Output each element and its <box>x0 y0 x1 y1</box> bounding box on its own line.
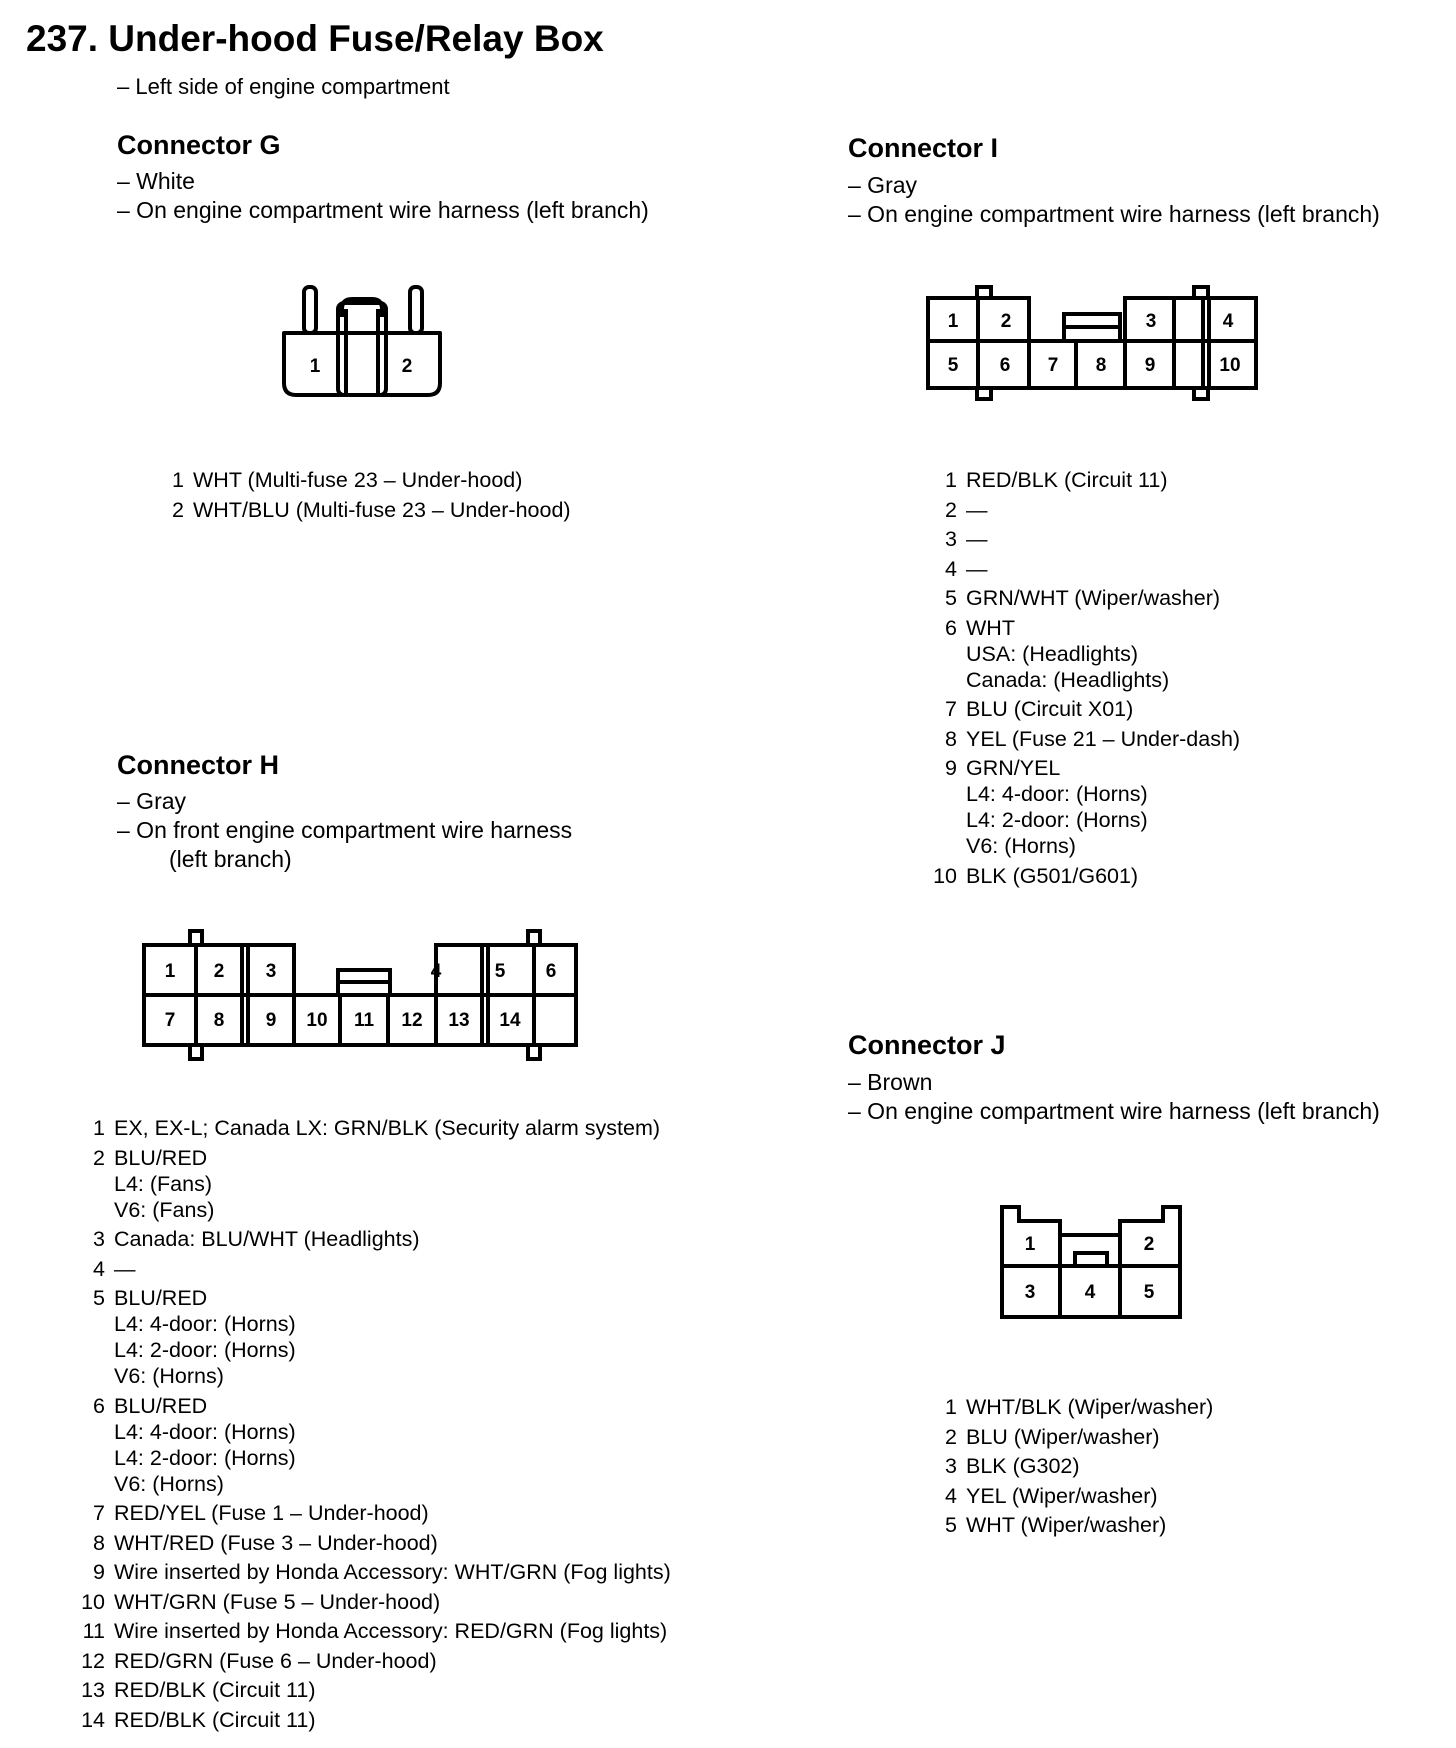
connector-g-cavity-1: 1 <box>309 356 321 377</box>
connector-h-pin-2 <box>78 1145 671 1223</box>
connector-g-notes <box>117 167 649 225</box>
connector-i-color: – Gray <box>848 172 918 198</box>
pin-number: 11 <box>82 1619 105 1643</box>
connector-h-pin-11 <box>78 1618 671 1644</box>
pin-number: 2 <box>172 497 184 522</box>
connector-i-pin-2 <box>932 497 1240 523</box>
connector-j-pin-2 <box>932 1424 1213 1450</box>
connector-j-notes <box>848 1068 1380 1126</box>
pin-description: BLK (G302) <box>966 1454 1080 1478</box>
connector-i-pin-8 <box>932 726 1240 752</box>
pin-number: 3 <box>93 1227 105 1251</box>
connector-i-cavity-10: 10 <box>1219 355 1241 376</box>
connector-h-pin-1 <box>78 1115 671 1141</box>
connector-g-terminal-left <box>304 287 316 333</box>
connector-j-pin-1 <box>932 1394 1213 1420</box>
connector-h-pin-13 <box>78 1677 671 1703</box>
pin-number: 3 <box>945 527 957 551</box>
pin-description: RED/BLK (Circuit 11) <box>114 1678 316 1702</box>
connector-j-title: Connector J <box>848 1030 1006 1060</box>
connector-h-cavity-5: 5 <box>494 961 506 982</box>
connector-g-title: Connector G <box>117 130 281 160</box>
connector-h-cavity-13: 13 <box>448 1010 470 1031</box>
pin-variant: L4: (Fans) <box>114 1171 212 1196</box>
connector-h-cavity-7: 7 <box>164 1010 176 1031</box>
pin-variant: L4: 2-door: (Horns) <box>114 1445 296 1470</box>
connector-i-location: – On engine compartment wire harness (left branch) <box>848 201 1380 227</box>
connector-h-pin-7 <box>78 1500 671 1526</box>
connector-g-cavity-2: 2 <box>401 356 413 377</box>
pin-variant: L4: 2-door: (Horns) <box>966 808 1148 832</box>
pin-number: 8 <box>93 1530 105 1555</box>
connector-i-pin-9 <box>932 755 1240 859</box>
connector-i-cavity-3: 3 <box>1145 311 1157 332</box>
connector-h-cavity-2: 2 <box>213 961 225 982</box>
pin-description: BLU (Circuit X01) <box>966 697 1134 721</box>
pin-description: EX, EX-L; Canada LX: GRN/BLK (Security alarm system) <box>114 1116 661 1140</box>
connector-h-cavity-14: 14 <box>499 1010 521 1031</box>
pin-description: RED/GRN (Fuse 6 – Under-hood) <box>114 1648 437 1673</box>
connector-h-tab-top-left <box>190 931 202 945</box>
connector-h-color: – Gray <box>117 788 187 814</box>
pin-number: 1 <box>93 1116 105 1140</box>
pin-number: 4 <box>93 1256 105 1281</box>
pin-number: 4 <box>945 1483 957 1508</box>
pin-number: 13 <box>81 1678 105 1702</box>
connector-h-tab-bottom-left <box>190 1045 202 1059</box>
connector-h-cavity-9: 9 <box>265 1010 277 1031</box>
pin-description: — <box>966 556 988 581</box>
pin-description: RED/YEL (Fuse 1 – Under-hood) <box>114 1501 429 1525</box>
connector-i-pin-4 <box>932 556 1240 582</box>
connector-h-pin-list <box>78 1115 671 1736</box>
connector-h-pin-9 <box>78 1559 671 1585</box>
pin-variant: L4: 4-door: (Horns) <box>114 1419 296 1444</box>
pin-description: RED/BLK (Circuit 11) <box>114 1707 316 1732</box>
connector-i-tab-top-left <box>977 287 991 298</box>
connector-g-diagram <box>280 283 450 403</box>
pin-number: 12 <box>81 1648 105 1673</box>
connector-h-pin-5 <box>78 1285 671 1389</box>
connector-h-cavity-1: 1 <box>164 961 176 982</box>
connector-i-cavity-2: 2 <box>1000 311 1012 332</box>
connector-i-pin-1 <box>932 467 1240 493</box>
connector-h-pin-12 <box>78 1648 671 1674</box>
pin-variant: USA: (Headlights) <box>966 641 1139 666</box>
pin-number: 5 <box>93 1286 105 1310</box>
pin-description: WHT (Wiper/washer) <box>966 1513 1167 1537</box>
connector-h-pin-14 <box>78 1707 671 1733</box>
connector-i-cavity-4: 4 <box>1222 311 1234 332</box>
pin-number: 1 <box>945 468 957 492</box>
connector-i-pin-6 <box>932 615 1240 693</box>
pin-variant: V6: (Horns) <box>966 834 1076 858</box>
connector-i-pin-10 <box>932 863 1240 889</box>
pin-number: 1 <box>172 468 184 492</box>
connector-h-pin-10 <box>78 1589 671 1615</box>
connector-h-diagram <box>142 925 582 1065</box>
connector-j-cavity-5: 5 <box>1143 1282 1155 1303</box>
connector-i-notes <box>848 171 1380 229</box>
pin-description: Wire inserted by Honda Accessory: RED/GRN (Fog lights) <box>114 1619 668 1643</box>
connector-h-tab-bottom-right <box>528 1045 540 1059</box>
connector-j-color: – Brown <box>848 1069 933 1095</box>
connector-h-pin-3 <box>78 1226 671 1252</box>
pin-description: Wire inserted by Honda Accessory: WHT/GRN (Fog lights) <box>114 1560 671 1584</box>
connector-j-pin-list <box>932 1394 1213 1542</box>
pin-number: 5 <box>945 586 957 610</box>
pin-number: 2 <box>93 1145 105 1170</box>
pin-number: 10 <box>933 863 957 888</box>
pin-description: — <box>966 497 988 522</box>
pin-description: WHT/RED (Fuse 3 – Under-hood) <box>114 1530 438 1555</box>
pin-description: Canada: BLU/WHT (Headlights) <box>114 1227 420 1251</box>
pin-number: 9 <box>93 1560 105 1584</box>
connector-h-cavity-11: 11 <box>353 1010 375 1031</box>
pin-number: 4 <box>945 556 957 581</box>
connector-i-pin-7 <box>932 696 1240 722</box>
page-title: 237. Under-hood Fuse/Relay Box <box>26 18 604 59</box>
page-subtitle: – Left side of engine compartment <box>117 74 450 99</box>
connector-i-cavity-6: 6 <box>999 355 1011 376</box>
pin-description: BLU (Wiper/washer) <box>966 1424 1160 1449</box>
connector-g-location: – On engine compartment wire harness (left branch) <box>117 197 649 223</box>
pin-description: BLK (G501/G601) <box>966 863 1139 888</box>
connector-j-diagram <box>999 1203 1185 1323</box>
pin-variant: Canada: (Headlights) <box>966 667 1170 692</box>
pin-number: 6 <box>93 1393 105 1418</box>
pin-description: WHT (Multi-fuse 23 – Under-hood) <box>193 468 523 492</box>
connector-j-pin-5 <box>932 1512 1213 1538</box>
connector-j-cavity-2: 2 <box>1143 1234 1155 1255</box>
connector-h-cavity-3: 3 <box>265 961 277 982</box>
pin-description: — <box>114 1256 136 1281</box>
pin-number: 2 <box>945 1424 957 1449</box>
pin-description: — <box>966 527 988 551</box>
pin-description: YEL (Wiper/washer) <box>966 1483 1158 1508</box>
connector-h-cavity-8: 8 <box>213 1010 225 1031</box>
connector-g-terminal-right <box>410 287 422 333</box>
connector-h-title: Connector H <box>117 750 279 780</box>
pin-description: GRN/YEL <box>966 756 1061 780</box>
connector-i-pin-list <box>932 467 1240 892</box>
connector-g-pin-2 <box>160 497 571 523</box>
connector-h-notes <box>117 787 572 874</box>
connector-g-pin-1 <box>160 467 571 493</box>
connector-i-cavity-8: 8 <box>1095 355 1107 376</box>
pin-description: WHT/BLU (Multi-fuse 23 – Under-hood) <box>193 497 571 522</box>
pin-variant: L4: 4-door: (Horns) <box>114 1312 296 1336</box>
connector-h-location: – On front engine compartment wire harness <box>117 817 573 843</box>
connector-j-pin-3 <box>932 1453 1213 1479</box>
pin-description: WHT/BLK (Wiper/washer) <box>966 1395 1214 1419</box>
connector-i-pin-5 <box>932 585 1240 611</box>
connector-i-cavity-1: 1 <box>947 311 959 332</box>
connector-j-location: – On engine compartment wire harness (left branch) <box>848 1098 1380 1124</box>
connector-i-pin-3 <box>932 526 1240 552</box>
pin-description: YEL (Fuse 21 – Under-dash) <box>966 726 1241 751</box>
connector-j-cavity-3: 3 <box>1024 1282 1036 1303</box>
connector-g-pin-list <box>160 467 571 526</box>
connector-j-cavity-4: 4 <box>1084 1282 1096 1303</box>
pin-variant: L4: 2-door: (Horns) <box>114 1338 296 1362</box>
connector-h-tab-top-right <box>528 931 540 945</box>
pin-number: 7 <box>93 1501 105 1525</box>
pin-description: BLU/RED <box>114 1393 208 1418</box>
pin-variant: V6: (Fans) <box>114 1197 215 1222</box>
connector-j-pin-4 <box>932 1483 1213 1509</box>
connector-j-cavity-1: 1 <box>1024 1234 1036 1255</box>
connector-h-cavity-4: 4 <box>430 961 442 982</box>
connector-i-cavity-7: 7 <box>1047 355 1059 376</box>
pin-variant: V6: (Horns) <box>114 1471 224 1496</box>
pin-number: 1 <box>945 1395 957 1419</box>
connector-h-cavity-6: 6 <box>545 961 557 982</box>
connector-h-cavity-10: 10 <box>306 1010 328 1031</box>
pin-description: WHT <box>966 615 1015 640</box>
pin-variant: V6: (Horns) <box>114 1364 224 1388</box>
pin-description: RED/BLK (Circuit 11) <box>966 468 1168 492</box>
connector-i-tab-top-right <box>1194 287 1208 298</box>
connector-h-pin-8 <box>78 1530 671 1556</box>
connector-i-cavity-9: 9 <box>1144 355 1156 376</box>
connector-i-tab-bottom-left <box>977 388 991 399</box>
connector-h-location-cont: (left branch) <box>169 846 292 872</box>
pin-description: BLU/RED <box>114 1145 208 1170</box>
pin-description: BLU/RED <box>114 1286 208 1310</box>
connector-h-pin-6 <box>78 1393 671 1497</box>
pin-description: WHT/GRN (Fuse 5 – Under-hood) <box>114 1589 441 1614</box>
connector-i-tab-bottom-right <box>1194 388 1208 399</box>
connector-g-color: – White <box>117 168 195 194</box>
connector-h-pin-4 <box>78 1256 671 1282</box>
pin-description: GRN/WHT (Wiper/washer) <box>966 586 1221 610</box>
pin-number: 8 <box>945 726 957 751</box>
pin-number: 14 <box>81 1707 105 1732</box>
connector-g-body <box>284 333 440 395</box>
pin-number: 7 <box>945 697 957 721</box>
pin-number: 5 <box>945 1513 957 1537</box>
pin-number: 10 <box>81 1589 105 1614</box>
connector-i-diagram <box>926 284 1260 404</box>
pin-number: 3 <box>945 1454 957 1478</box>
pin-variant: L4: 4-door: (Horns) <box>966 782 1148 806</box>
connector-i-cavity-5: 5 <box>947 355 959 376</box>
connector-i-title: Connector I <box>848 133 999 163</box>
pin-number: 9 <box>945 756 957 780</box>
pin-number: 2 <box>945 497 957 522</box>
pin-number: 6 <box>945 615 957 640</box>
connector-h-cavity-12: 12 <box>401 1010 423 1031</box>
